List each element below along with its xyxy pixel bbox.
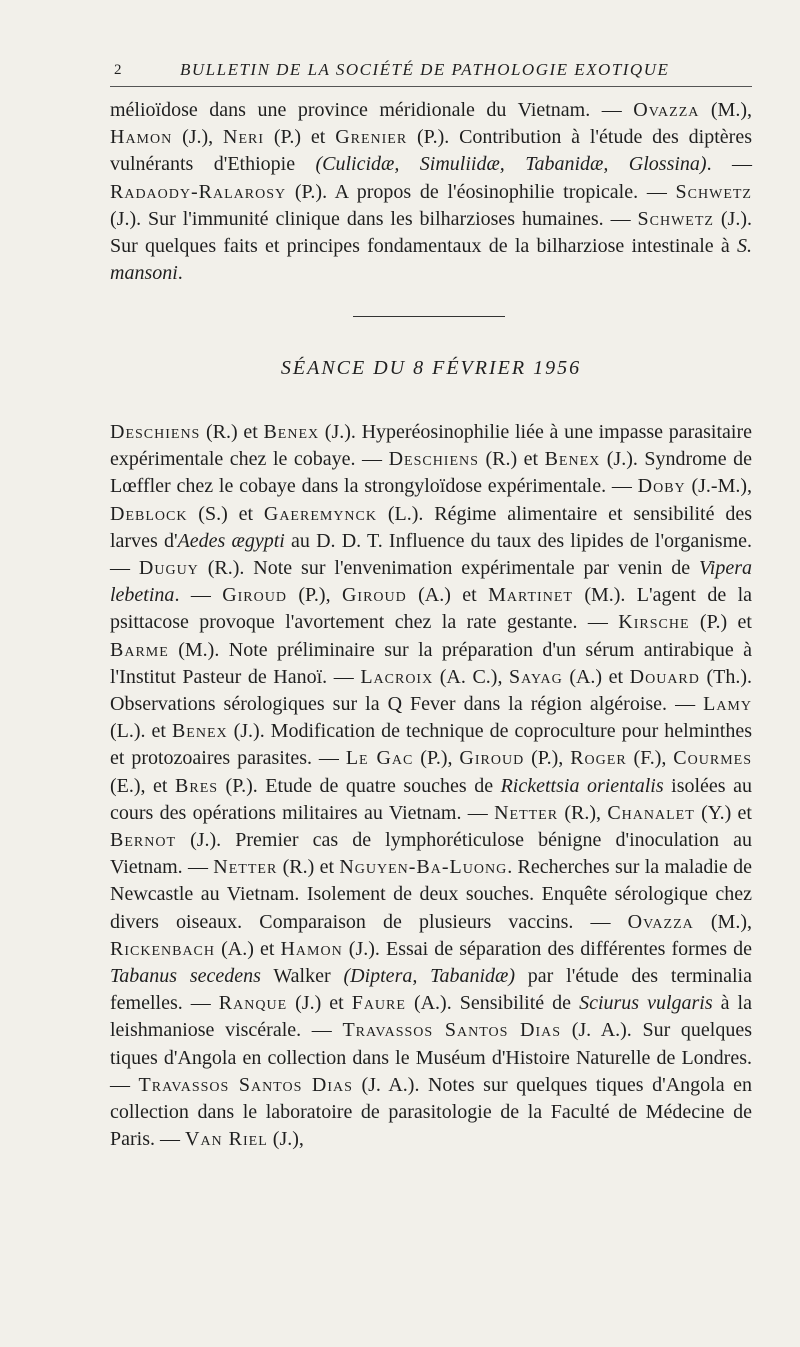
text-run: (M.),: [699, 99, 753, 121]
author-name: Grenier: [335, 126, 408, 149]
text-run: (J.). Premier cas de lymphoréticulose bénigne d'inoculation au Vietnam. —: [110, 829, 752, 879]
italic-term: Vipera lebetina: [110, 557, 752, 607]
text-run: (P.) et: [689, 611, 752, 634]
text-run: (J.-M.),: [685, 475, 753, 498]
text-run: (R.) et: [478, 448, 545, 471]
text-run: (P.),: [524, 747, 571, 770]
author-name: Le Gac: [345, 747, 414, 770]
running-title: BULLETIN DE LA SOCIÉTÉ DE PATHOLOGIE EXOTIQUE: [180, 60, 670, 79]
text-run: (J.). Essai de séparation des différentes formes de: [342, 937, 752, 960]
text-run: (Y.) et: [694, 801, 752, 824]
author-name: Benex: [171, 720, 228, 743]
text-run: (R.) et: [277, 856, 340, 879]
author-name: Lamy: [703, 693, 752, 716]
author-name: Gaeremynck: [263, 502, 377, 525]
seance-title: SÉANCE DU 8 FÉVRIER 1956: [280, 357, 582, 379]
text-run: (F.),: [626, 747, 674, 770]
author-name: Benex: [263, 421, 320, 443]
text-run: (Th.). Observations sérologiques sur la Q Fever dans la région algéroise. —: [110, 665, 752, 716]
author-name: Rickenbach: [110, 937, 216, 960]
text-run: (J.). Sur quelques faits et principes fondamentaux de la bilharziose intestinale à: [110, 207, 752, 258]
author-name: Giroud: [341, 584, 407, 607]
text-run: (A. C.),: [433, 665, 510, 688]
text-run: (J.) et: [287, 992, 352, 1015]
text-run: (J.). Sur l'immunité clinique dans les bilharzioses humaines. —: [110, 207, 638, 230]
italic-term: (Diptera, Tabanidæ): [343, 965, 515, 988]
text-run: (M.),: [693, 910, 752, 933]
author-name: Chanalet: [607, 801, 695, 824]
text-run: (J.). Hyperéosinophilie liée à une impasse parasitaire expérimentale chez le cobaye. —: [110, 421, 753, 471]
body-paragraph-2: [110, 419, 752, 1153]
author-name: Duguy: [138, 557, 199, 580]
author-name: Ovazza: [633, 99, 700, 121]
text-run: par l'étude des terminalia femelles. —: [110, 965, 752, 1015]
italic-term: Aedes ægypti: [177, 529, 285, 552]
text-run: .: [177, 262, 183, 285]
text-run: mélioïdose dans une province méridionale du Vietnam. —: [110, 99, 634, 121]
text-run: (S.) et: [187, 502, 264, 525]
text-run: (J. A.). Sur quelques tiques d'Angola en collection dans le Muséum d'Histoire Naturelle de Londres. —: [110, 1019, 752, 1096]
author-name: Douard: [629, 665, 700, 688]
italic-term: Rickettsia orientalis: [500, 774, 664, 797]
text-run: (R.). Note sur l'envenimation expérimentale par venin de: [198, 557, 700, 580]
author-name: Giroud: [222, 584, 287, 607]
text-run: (P.),: [286, 584, 342, 607]
section-divider: [353, 316, 505, 317]
text-run: (M.). L'agent de la psittacose provoque l'avortement chez la rate gestante. —: [110, 584, 753, 634]
text-run: (A.) et: [406, 584, 489, 607]
text-run: . Recherches sur la maladie de Newcastle au Vietnam. Isolement de deux souches. Enquête sérologique chez divers oiseaux. Comparaison de plusieurs vaccins. —: [110, 856, 752, 933]
text-run: (P.). Contribution à l'étude des diptères vulnérants d'Ethiopie: [110, 126, 752, 176]
text-run: à la leishmaniose viscérale. —: [110, 992, 752, 1042]
author-name: Ranque: [218, 992, 288, 1015]
text-run: (J.). Modification de technique de coproculture pour helminthes et protozoaires parasites. —: [110, 720, 752, 770]
author-name: Roger: [570, 747, 627, 770]
author-name: Hamon: [110, 126, 173, 149]
italic-term: Sciurus vulgaris: [579, 992, 713, 1015]
text-run: (J.). Syndrome de Lœffler chez le cobaye dans la strongyloïdose expérimentale. —: [110, 448, 753, 498]
text-run: (P.),: [413, 747, 460, 770]
author-name: Neri: [223, 126, 265, 149]
author-name: Travassos Santos Dias: [342, 1019, 562, 1042]
author-name: Martinet: [488, 584, 573, 607]
text-run: (P.). Etude de quatre souches de: [218, 774, 501, 797]
author-name: Giroud: [459, 747, 525, 770]
text-run: (L.). et: [110, 720, 172, 743]
body-paragraph-1: [110, 97, 752, 287]
author-name: Travassos Santos Dias: [138, 1073, 353, 1096]
text-run: . —: [706, 153, 752, 176]
author-name: Doby: [637, 475, 686, 498]
text-run: (J.),: [172, 126, 224, 149]
author-name: Courmes: [673, 747, 752, 770]
text-run: (R.),: [558, 801, 608, 824]
text-run: (R.) et: [200, 421, 264, 443]
author-name: Kirsche: [618, 611, 690, 634]
author-name: Hamon: [280, 937, 343, 960]
author-name: Radaody-Ralarosy: [110, 180, 287, 203]
text-run: (E.), et: [110, 774, 176, 797]
text-run: (L.). Régime alimentaire et sensibilité des larves d': [110, 502, 752, 552]
author-name: Netter: [494, 801, 559, 824]
italic-term: (Culicidæ, Simuliidæ, Tabanidæ, Glossina): [315, 153, 707, 176]
text-run: (M.). Note préliminaire sur la préparation d'un sérum antirabique à l'Institut Pasteur de Hanoï. —: [110, 638, 752, 688]
author-name: Van Riel: [185, 1128, 268, 1151]
text-run: au D. D. T. Influence du taux des lipides de l'organisme. —: [110, 529, 752, 580]
author-name: Barme: [110, 638, 169, 661]
text-run: isolées au cours des opérations militaires au Vietnam. —: [110, 774, 752, 824]
author-name: Ovazza: [627, 910, 694, 933]
author-name: Netter: [213, 856, 278, 879]
author-name: Deschiens: [388, 448, 479, 471]
text-run: . —: [174, 584, 223, 607]
author-name: Deschiens: [110, 421, 201, 443]
running-header: [110, 58, 752, 87]
text-run: (A.). Sensibilité de: [405, 992, 580, 1015]
italic-term: Tabanus secedens: [110, 965, 261, 988]
page-number: 2: [114, 62, 123, 78]
author-name: Schwetz: [637, 207, 714, 230]
author-name: Sayag: [509, 665, 563, 688]
text-run: Walker: [260, 965, 344, 988]
author-name: Deblock: [110, 502, 188, 525]
author-name: Lacroix: [360, 665, 434, 688]
text-run: (A.) et: [562, 665, 630, 688]
author-name: Bernot: [110, 829, 177, 852]
author-name: Schwetz: [675, 180, 752, 203]
text-run: (P.) et: [264, 126, 336, 149]
italic-term: S. mansoni: [110, 235, 752, 285]
text-run: (P.). A propos de l'éosinophilie tropicale. —: [286, 180, 676, 203]
author-name: Bres: [175, 774, 219, 797]
text-run: (J. A.). Notes sur quelques tiques d'Angola en collection dans le laboratoire de parasitologie de la Faculté de Médecine de Paris. —: [110, 1073, 753, 1151]
author-name: Nguyen-Ba-Luong: [339, 856, 508, 879]
text-run: (J.),: [267, 1128, 304, 1151]
author-name: Benex: [544, 448, 601, 471]
text-run: (A.) et: [215, 937, 281, 960]
author-name: Faure: [351, 992, 406, 1015]
